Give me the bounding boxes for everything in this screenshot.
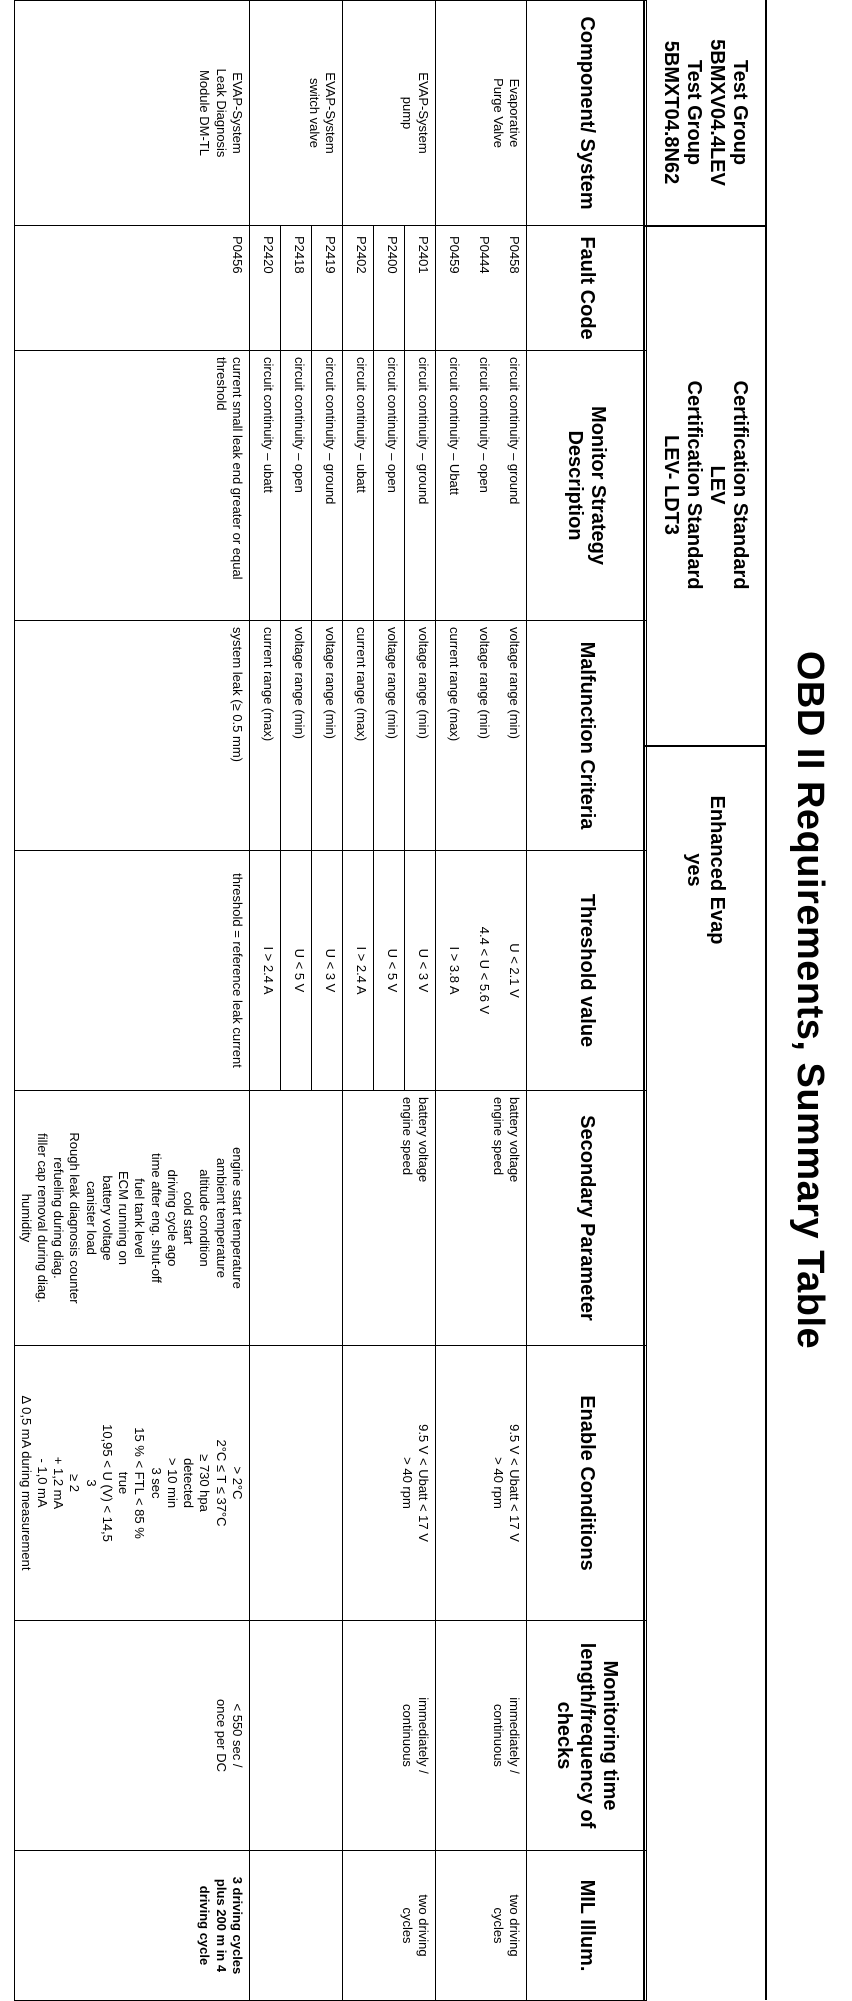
secondary-cell: [343, 1091, 436, 1346]
monitor-cell: current small leak end greater or equal threshold: [15, 351, 250, 621]
enable-line: 9.5 V < Ubatt < 17 V: [416, 1424, 431, 1542]
enable-line: > 40 rpm: [399, 1457, 415, 1509]
monitor-cell: circuit continuity – ubatt: [343, 351, 374, 621]
threshold-cell: U < 3 V: [312, 851, 343, 1091]
secondary-line: time after eng. shut-off: [148, 1153, 164, 1283]
col-header-threshold: Threshold value: [527, 851, 647, 1091]
enable-line: true: [116, 1471, 132, 1495]
enable-line: > 10 min: [165, 1457, 180, 1509]
fault-code-cell: P2401: [405, 226, 436, 351]
component-line: Leak Diagnosis: [213, 68, 229, 158]
monitoring-cell: [343, 1621, 436, 1851]
monitoring-cell: [250, 1621, 343, 1851]
evap-value: yes: [683, 853, 705, 887]
fault-code-cell: P0458: [496, 226, 527, 351]
test-group-label-1: Test Group: [729, 59, 751, 166]
threshold-cell: I > 2.4 A: [250, 851, 281, 1091]
enable-line: - 1,0 mA: [35, 1458, 50, 1508]
table-row: [496, 1, 527, 2001]
threshold-cell: threshold = reference leak current: [15, 851, 250, 1091]
component-cell: [15, 1, 250, 226]
cert-label-1: Certification Standard: [729, 380, 751, 590]
col-header-malfunction: Malfunction Criteria: [527, 621, 647, 851]
malfunction-cell: voltage range (min): [312, 621, 343, 851]
cert-value-2: LEV- LDT3: [660, 434, 682, 535]
component-cell: [343, 1, 436, 226]
monitor-cell: circuit continuity – ubatt: [250, 351, 281, 621]
table-row: [312, 1, 343, 2001]
secondary-line: battery voltage: [507, 1097, 522, 1183]
component-cell: [436, 1, 527, 226]
enable-cell: [15, 1346, 250, 1621]
monitor-cell: circuit continuity – Ubatt: [436, 351, 467, 621]
enable-line: > 2°C: [230, 1466, 245, 1500]
threshold-cell: I > 3.8 A: [436, 851, 467, 1091]
col-header-monitoring: Monitoring time length/frequency of checks: [527, 1621, 647, 1851]
threshold-cell: U < 5 V: [374, 851, 405, 1091]
threshold-cell: U < 5 V: [281, 851, 312, 1091]
mil-cell: [343, 1851, 436, 2001]
component-line: EVAP-System: [416, 72, 431, 154]
secondary-line: ECM running on: [116, 1171, 132, 1265]
enable-line: detected: [181, 1458, 197, 1508]
secondary-line: engine start temperature: [230, 1147, 245, 1289]
enable-line: 15 % < FTL < 85 %: [132, 1427, 148, 1539]
page-title: OBD II Requirements, Summary Table: [789, 650, 831, 1350]
fault-code-cell: P2402: [343, 226, 374, 351]
mil-line: cycles: [399, 1907, 415, 1944]
secondary-line: battery voltage: [416, 1097, 431, 1183]
monitor-cell: circuit continuity – ground: [312, 351, 343, 621]
malfunction-cell: system leak (≥ 0.5 mm): [15, 621, 250, 851]
fault-code-cell: P2419: [312, 226, 343, 351]
summary-table: [15, 0, 648, 2001]
table-row: [15, 1, 250, 2001]
monitoring-line: continuous: [399, 1704, 415, 1767]
malfunction-cell: voltage range (min): [496, 621, 527, 851]
fault-code-cell: P0444: [466, 226, 496, 351]
secondary-cell: [250, 1091, 343, 1346]
monitoring-line: once per DC: [213, 1699, 229, 1772]
mil-line: plus 200 m in 4: [213, 1878, 229, 1973]
component-line: EVAP-System: [230, 72, 245, 154]
enable-cell: [436, 1346, 527, 1621]
monitor-cell: circuit continuity – ground: [405, 351, 436, 621]
secondary-line: filler cap removal during diag.: [35, 1133, 50, 1303]
mil-line: two driving: [507, 1894, 522, 1957]
enable-line: + 1,2 mA: [51, 1456, 67, 1510]
test-group-value-1: 5BMXV04.4LEV: [706, 39, 728, 186]
enable-line: > 40 rpm: [490, 1457, 506, 1509]
secondary-line: engine speed: [490, 1097, 506, 1176]
enable-line: 3: [83, 1479, 99, 1487]
enhanced-evap-block: [645, 745, 765, 995]
enable-line: ≥ 730 hpa: [197, 1454, 213, 1512]
malfunction-cell: current range (max): [343, 621, 374, 851]
component-line: switch valve: [306, 77, 322, 149]
mil-line: driving cycle: [197, 1885, 213, 1966]
table-header-row: [527, 1, 647, 2001]
threshold-cell: 4.4 < U < 5.6 V: [466, 851, 496, 1091]
monitoring-line: immediately /: [507, 1697, 522, 1774]
component-cell: [250, 1, 343, 226]
test-group-label-2: Test Group: [683, 59, 705, 166]
threshold-cell: U < 3 V: [405, 851, 436, 1091]
monitor-cell: circuit continuity – open: [281, 351, 312, 621]
secondary-line: driving cycle ago: [165, 1169, 180, 1267]
table-row: [405, 1, 436, 2001]
monitor-cell: circuit continuity – open: [374, 351, 405, 621]
enable-line: 2°C ≤ T ≤ 37°C: [213, 1439, 229, 1527]
mil-cell: [250, 1851, 343, 2001]
col-header-fault-code: Fault Code: [527, 226, 647, 351]
secondary-line: Rough leak diagnosis counter: [67, 1132, 83, 1304]
secondary-line: altitude condition: [197, 1169, 213, 1267]
secondary-line: canister load: [83, 1181, 99, 1255]
enable-cell: [343, 1346, 436, 1621]
col-header-secondary: Secondary Parameter: [527, 1091, 647, 1346]
secondary-cell: [436, 1091, 527, 1346]
cert-value-1: LEV: [706, 465, 728, 505]
mil-cell: [15, 1851, 250, 2001]
mil-line: cycles: [490, 1907, 506, 1944]
col-header-mil: MIL Illum.: [527, 1851, 647, 2001]
col-header-component: Component/ System: [527, 1, 647, 226]
threshold-cell: I > 2.4 A: [343, 851, 374, 1091]
secondary-line: refueling during diag.: [51, 1157, 67, 1279]
col-header-enable: Enable Conditions: [527, 1346, 647, 1621]
monitoring-line: < 550 sec /: [230, 1703, 245, 1768]
component-line: Purge Valve: [490, 78, 506, 148]
enable-line: 3 sec: [148, 1467, 164, 1499]
monitoring-line: immediately /: [416, 1697, 431, 1774]
secondary-line: cold start: [181, 1191, 197, 1245]
component-line: EVAP-System: [323, 72, 338, 154]
col-header-monitor: Monitor Strategy Description: [527, 351, 647, 621]
fault-code-cell: P2420: [250, 226, 281, 351]
enable-line: ≥ 2: [67, 1474, 83, 1492]
malfunction-cell: voltage range (min): [281, 621, 312, 851]
mil-line: 3 driving cycles: [230, 1876, 245, 1975]
monitor-cell: circuit continuity – ground: [496, 351, 527, 621]
component-line: Module DM-TL: [197, 70, 213, 156]
malfunction-cell: current range (max): [250, 621, 281, 851]
fault-code-cell: P0456: [15, 226, 250, 351]
monitoring-cell: [436, 1621, 527, 1851]
secondary-line: battery voltage: [100, 1175, 115, 1261]
monitor-cell: circuit continuity – open: [466, 351, 496, 621]
monitoring-cell: [15, 1621, 250, 1851]
fault-code-cell: P0459: [436, 226, 467, 351]
malfunction-cell: voltage range (min): [374, 621, 405, 851]
test-group-block: [645, 0, 765, 227]
mil-cell: [436, 1851, 527, 2001]
threshold-cell: U < 2.1 V: [496, 851, 527, 1091]
header-block: [643, 0, 767, 2000]
mil-line: two driving: [416, 1894, 431, 1957]
test-group-value-2: 5BMXT04.8N62: [660, 40, 682, 185]
secondary-line: engine speed: [399, 1097, 415, 1176]
certification-block: [645, 225, 765, 747]
component-line: Evaporative: [507, 78, 522, 148]
enable-line: 9.5 V < Ubatt < 17 V: [507, 1424, 522, 1542]
enable-cell: [250, 1346, 343, 1621]
fault-code-cell: P2400: [374, 226, 405, 351]
enable-line: 10,95 < U (V) < 14,5: [100, 1424, 115, 1542]
component-line: pump: [399, 96, 415, 130]
evap-label: Enhanced Evap: [706, 795, 728, 945]
malfunction-cell: current range (max): [436, 621, 467, 851]
secondary-line: humidity: [18, 1193, 34, 1243]
cert-label-2: Certification Standard: [683, 380, 705, 590]
monitoring-line: continuous: [490, 1704, 506, 1767]
malfunction-cell: voltage range (min): [466, 621, 496, 851]
secondary-line: ambient temperature: [213, 1158, 229, 1278]
enable-line: Δ 0,5 mA during measurement: [18, 1395, 34, 1571]
malfunction-cell: voltage range (min): [405, 621, 436, 851]
secondary-cell: [15, 1091, 250, 1346]
secondary-line: fuel tank level: [132, 1178, 148, 1258]
fault-code-cell: P2418: [281, 226, 312, 351]
